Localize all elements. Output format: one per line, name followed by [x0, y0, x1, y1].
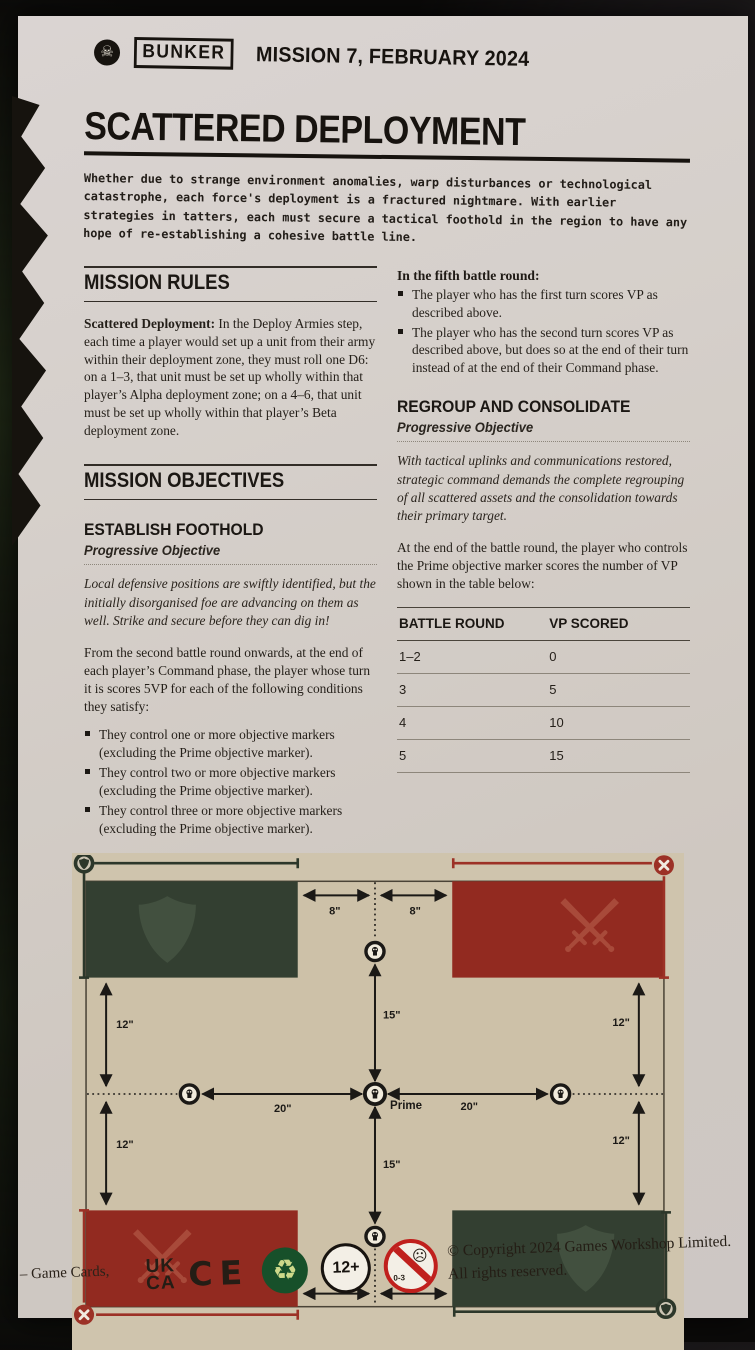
battle-round-cell: 3 — [399, 682, 407, 698]
mission-objectives-heading-block — [84, 464, 377, 500]
ukca-mark — [145, 1254, 177, 1295]
card-content — [18, 73, 748, 1350]
vp-scored-cell: 10 — [549, 715, 564, 731]
scoring-conditions-list — [84, 726, 377, 838]
dotted-separator — [84, 564, 377, 565]
vp-table-header-battle-round: BATTLE ROUND — [399, 616, 505, 632]
ukca-line2: CA — [145, 1272, 177, 1295]
measurement-label-12in: 12" — [612, 1017, 630, 1030]
regroup-title: REGROUP AND CONSOLIDATE — [397, 397, 631, 417]
objective-marker-left — [180, 1085, 198, 1103]
attacker-zone-top-right — [452, 882, 664, 978]
left-column — [84, 266, 377, 840]
list-item: They control one or more objective markers (excluding the Prime objective marker). — [84, 726, 377, 762]
bunker-logo: BUNKER — [134, 37, 234, 70]
mission-rules-lead: Scattered Deployment: — [84, 315, 216, 331]
age-rating-badge: 12+ — [320, 1242, 372, 1294]
attacker-x-icon — [654, 856, 674, 876]
establish-foothold-body: From the second battle round onwards, at the end of each player’s Command phase, the player whose turn it is scores 5VP for each of the following conditions they satisfy: — [84, 644, 371, 714]
copyright-line2: All rights reserved. — [447, 1261, 568, 1283]
table-row — [397, 641, 690, 674]
compliance-logos — [145, 1238, 439, 1302]
establish-foothold-subtitle: Progressive Objective — [84, 543, 221, 559]
battle-round-cell: 5 — [399, 748, 407, 764]
choking-hazard-icon — [383, 1238, 439, 1294]
page-title: SCATTERED DEPLOYMENT — [84, 105, 526, 155]
measurement-label-12in: 12" — [612, 1135, 630, 1148]
list-item: The player who has the first turn scores VP as described above. — [397, 286, 690, 322]
defender-zone-top-left — [86, 882, 298, 978]
regroup-body: At the end of the battle round, the player who controls the Prime objective marker scores the number of VP shown in the table below: — [397, 540, 688, 592]
vp-scored-cell: 5 — [549, 682, 557, 698]
age-range-label: 0-3 — [393, 1273, 406, 1283]
battle-round-cell: 4 — [399, 715, 407, 731]
mission-objectives-heading: MISSION OBJECTIVES — [84, 469, 285, 493]
prime-label: Prime — [390, 1100, 423, 1113]
fifth-round-lead: In the fifth battle round: — [397, 267, 540, 283]
ukca-line1: UK — [145, 1254, 176, 1277]
mission-rules-heading: MISSION RULES — [84, 270, 230, 294]
regroup-subtitle: Progressive Objective — [397, 420, 534, 436]
vp-table-header-row — [397, 608, 690, 641]
two-column-body — [84, 266, 690, 840]
copyright-line1: © Copyright 2024 Games Workshop Limited. — [446, 1232, 732, 1260]
mission-card — [18, 16, 748, 1318]
measurement-label-8in: 8" — [329, 905, 341, 918]
measurement-label-20in: 20" — [273, 1103, 292, 1116]
ce-mark: CE — [187, 1252, 250, 1294]
objective-marker-right — [552, 1085, 570, 1103]
table-row — [397, 740, 690, 773]
mission-rules-heading-block — [84, 266, 377, 302]
table-row — [397, 707, 690, 740]
measurement-label-15in: 15" — [383, 1159, 401, 1172]
dotted-separator — [397, 441, 690, 442]
fifth-round-list — [397, 286, 690, 378]
copyright-notice — [447, 1230, 733, 1286]
defender-pin-icon — [657, 1301, 674, 1318]
mission-rules-paragraph — [84, 315, 377, 441]
list-item: The player who has the second turn scores VP as described above, but does so at the end of their turn instead of at the end of their Command phase. — [397, 324, 690, 378]
table-row — [397, 674, 690, 707]
prime-objective-marker — [365, 1084, 385, 1104]
vp-scored-cell: 15 — [549, 748, 564, 764]
battle-round-cell: 1–2 — [399, 649, 421, 665]
establish-foothold-flavor: Local defensive positions are swiftly identified, but the initially disorganised foe are advancing on them as well. Strike and secure before they can dig in! — [84, 576, 376, 628]
regroup-flavor: With tactical uplinks and communications restored, strategic command demands the complete regrouping of all scattered assets and the consolidation towards their primary target. — [397, 453, 685, 524]
skull-icon: ☠ — [94, 39, 120, 65]
mission-rules-rest: In the Deploy Armies step, each time a player would set up a unit from their army within their deployment zone, they must roll one D6: on a 1–3, that unit must be set up wholly within that player’s Alpha deployment zone; on a 4–6, that unit must be set up wholly within that player’s Beta deployment zone. — [84, 315, 376, 439]
measurement-label-8in: 8" — [409, 905, 421, 918]
game-cards-text: – Game Cards, — [19, 1263, 110, 1283]
measurement-label-12in: 12" — [116, 1139, 134, 1152]
establish-foothold-title: ESTABLISH FOOTHOLD — [84, 520, 264, 540]
baby-face-icon: ☹ — [411, 1247, 428, 1265]
list-item: They control three or more objective markers (excluding the Prime objective marker). — [84, 802, 377, 838]
vp-table — [397, 607, 690, 773]
vp-table-header-vp-scored: VP SCORED — [549, 616, 629, 632]
list-item: They control two or more objective markers (excluding the Prime objective marker). — [84, 764, 377, 800]
measurement-label-15in: 15" — [383, 1010, 401, 1023]
mission-header-title: MISSION 7, FEBRUARY 2024 — [256, 42, 530, 71]
measurement-label-20in: 20" — [460, 1101, 479, 1114]
objective-marker-top — [366, 943, 384, 961]
defender-pin-icon — [76, 855, 93, 872]
measurement-label-12in: 12" — [116, 1019, 134, 1032]
right-column — [397, 266, 690, 840]
recycle-icon: ♻ — [261, 1247, 309, 1295]
vp-scored-cell: 0 — [549, 649, 557, 665]
intro-flavor-text: Whether due to strange environment anomalies, warp disturbances or technological catastrophe, each force's deployment is a fractured nightmare. With earlier strategies in tatters, each must secure a tactical foothold in the region to have any hope of re-establishing a cohesive battle line. — [83, 170, 688, 244]
